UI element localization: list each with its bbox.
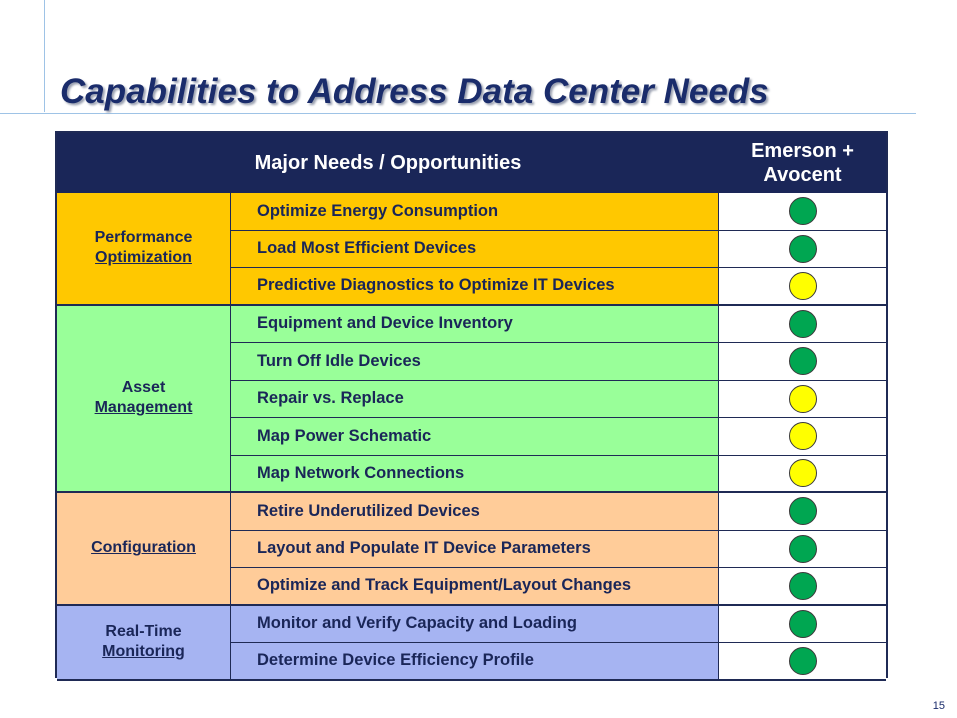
- need-item: Predictive Diagnostics to Optimize IT Devices: [231, 268, 719, 306]
- category-label-line2: Configuration: [91, 539, 196, 557]
- green-status-circle-icon: [789, 347, 817, 375]
- category-configuration: [57, 493, 231, 606]
- page-title: Capabilities to Address Data Center Needs: [60, 72, 769, 111]
- green-status-circle-icon: [789, 310, 817, 338]
- green-status-circle-icon: [789, 572, 817, 600]
- status-cell: [719, 343, 886, 381]
- capabilities-table: [55, 131, 888, 678]
- category-label-line2: Management: [94, 399, 193, 417]
- yellow-status-circle-icon: [789, 385, 817, 413]
- category-management: [57, 306, 231, 494]
- green-status-circle-icon: [789, 610, 817, 638]
- solution-header-line1: Emerson +: [751, 140, 854, 162]
- need-item: Turn Off Idle Devices: [231, 343, 719, 381]
- category-label-line2: Optimization: [95, 249, 192, 267]
- status-cell: [719, 193, 886, 231]
- need-item: Optimize Energy Consumption: [231, 193, 719, 231]
- category-label-line1: Real-Time: [105, 623, 182, 640]
- green-status-circle-icon: [789, 647, 817, 675]
- yellow-status-circle-icon: [789, 272, 817, 300]
- decorative-horizontal-line: [0, 113, 916, 114]
- need-item: Map Power Schematic: [231, 418, 719, 456]
- need-item: Equipment and Device Inventory: [231, 306, 719, 344]
- page-number: 15: [932, 700, 945, 712]
- need-item: Determine Device Efficiency Profile: [231, 643, 719, 681]
- need-item: Layout and Populate IT Device Parameters: [231, 531, 719, 569]
- green-status-circle-icon: [789, 535, 817, 563]
- decorative-vertical-line: [44, 0, 45, 112]
- green-status-circle-icon: [789, 235, 817, 263]
- status-cell: [719, 456, 886, 494]
- solution-header-line2: Avocent: [763, 164, 842, 186]
- yellow-status-circle-icon: [789, 422, 817, 450]
- green-status-circle-icon: [789, 197, 817, 225]
- status-cell: [719, 643, 886, 681]
- category-optimization: [57, 193, 231, 306]
- status-cell: [719, 418, 886, 456]
- need-item: Repair vs. Replace: [231, 381, 719, 419]
- need-item: Optimize and Track Equipment/Layout Changes: [231, 568, 719, 606]
- status-cell: [719, 493, 886, 531]
- status-cell: [719, 531, 886, 569]
- status-cell: [719, 568, 886, 606]
- status-cell: [719, 268, 886, 306]
- category-label-line1: Performance: [94, 229, 193, 247]
- need-item: Map Network Connections: [231, 456, 719, 494]
- green-status-circle-icon: [789, 497, 817, 525]
- yellow-status-circle-icon: [789, 459, 817, 487]
- status-cell: [719, 606, 886, 644]
- status-cell: [719, 231, 886, 269]
- status-cell: [719, 306, 886, 344]
- need-item: Retire Underutilized Devices: [231, 493, 719, 531]
- needs-column-header: Major Needs / Opportunities: [57, 133, 719, 193]
- category-label-line1: Asset: [121, 379, 166, 397]
- solution-column-header: [719, 133, 886, 193]
- category-monitoring: [57, 606, 231, 681]
- category-label-line2: Monitoring: [102, 643, 185, 660]
- need-item: Load Most Efficient Devices: [231, 231, 719, 269]
- need-item: Monitor and Verify Capacity and Loading: [231, 606, 719, 644]
- status-cell: [719, 381, 886, 419]
